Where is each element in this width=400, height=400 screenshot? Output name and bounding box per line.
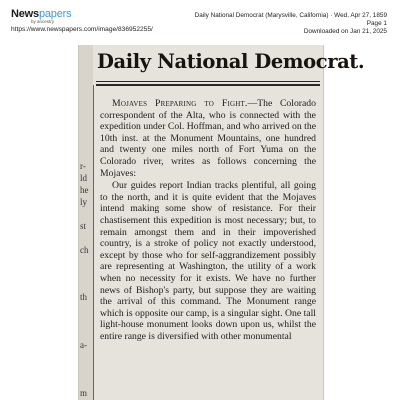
column-rule [93,85,94,400]
column-fragment: m [80,388,88,398]
masthead-rule-thick [96,84,320,86]
masthead-rule [96,81,320,82]
page-number: Page 1 [366,20,387,27]
logo-wordmark: Newspapers [11,8,72,20]
article-paragraph [100,98,316,179]
download-date: Downloaded on Jan 21, 2025 [303,28,387,35]
column-fragment: he [80,185,89,195]
adjacent-column-strip [79,45,93,400]
masthead: Daily National Democrat. [97,50,365,73]
publication-info: Daily National Democrat (Marysville, California) · Wed, Apr 27, 1859 [194,12,387,19]
column-fragment: r- [80,161,86,171]
article-paragraph: Our guides report Indian tracks plentiful, all going to the north, and it is quite evident that the Mojaves intend making some show of resistance. For their chastisement this expedition is most necessary; but, to remain amongst them and in their impoverished country, is a stroke of policy not exactly understood, except by those who for self-aggrandizement possibly are representing at Washington, the utility of a work when no necessity for it exists. We have no further news of Bishop's party, but suppose they are waiting the arrival of this command. The Monument range which is opposite our camp, is a singular sight. One tall light-house monument looks down upon us, whilst the entire range is diversified with other monumental [100,180,316,342]
column-fragment: ly [80,197,88,207]
image-url[interactable]: https://www.newspapers.com/image/836952255/ [11,26,153,33]
article-body [100,98,316,342]
clipping-metadata [195,12,387,36]
logo-subtitle: by ancestry [31,19,55,24]
article-headline: Mojaves Preparing to Fight. [112,98,248,109]
column-fragment: ch [80,245,89,255]
paragraph-text: —The Colorado correspondent of the Alta, who is connected with the expedition under Col. Hoffman, and who arrived on the 10th inst. at the Monument Mountains, one hundred and twenty one miles north of Fort Yuma on the Colorado river, writes as follows concerning the Mojaves: [100,98,316,179]
column-fragment: st [80,221,87,231]
column-fragment: a- [80,340,87,350]
newspaper-clipping [78,45,365,400]
column-fragment: ld [80,173,88,183]
column-fragment: th [80,292,88,302]
page-header [0,0,400,44]
